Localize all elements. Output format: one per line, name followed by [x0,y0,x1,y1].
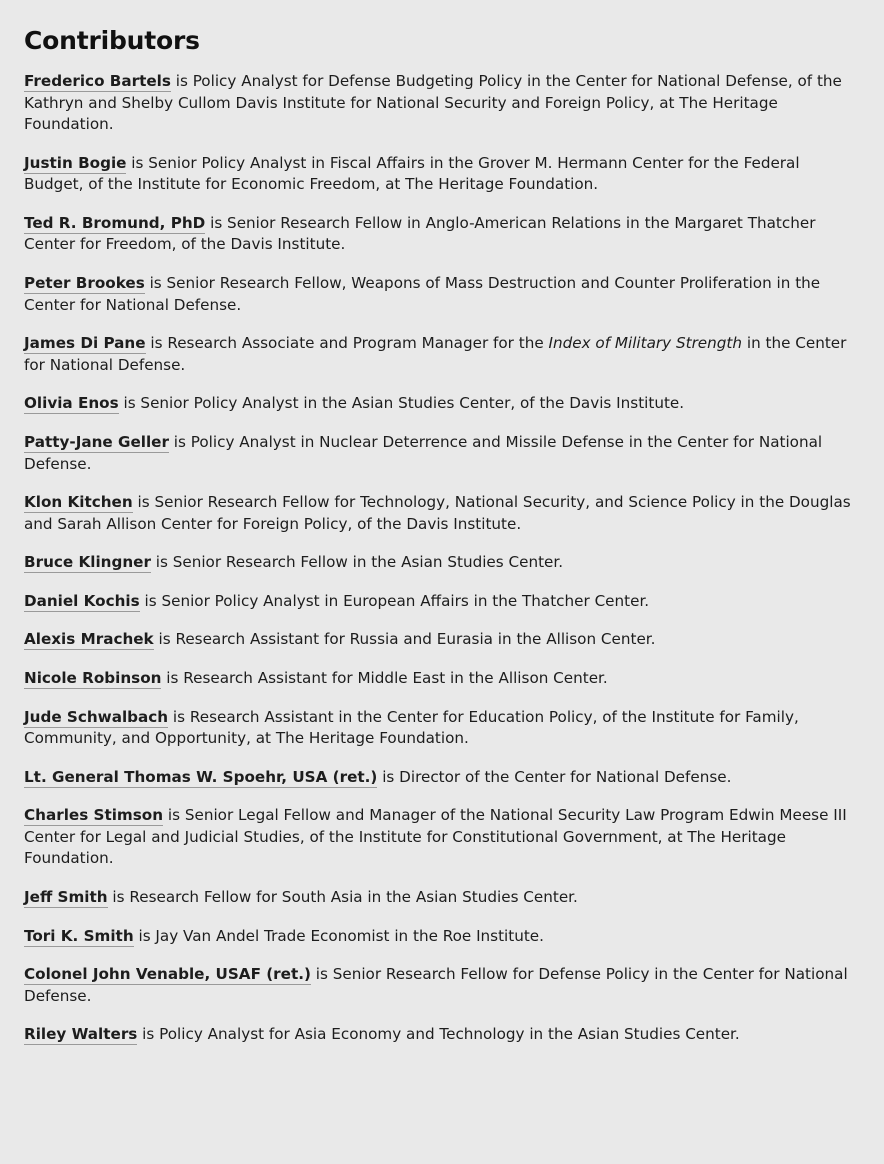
contributor-bio-cont: in the Center for National Defense. [24,334,847,374]
contributor-name: Klon Kitchen [24,493,133,512]
contributor-name: Lt. General Thomas W. Spoehr, USA (ret.) [24,767,378,786]
contributor-entry [24,333,858,376]
contributor-name: Riley Walters [24,1025,138,1044]
contributor-name: Jude Schwalbach [24,707,169,726]
contributor-bio: is Senior Research Fellow for Technology, National Security, and Science Policy in the Douglas and Sarah Allison Center for Foreign Policy, of the Davis Institute. [24,493,851,533]
contributor-bio: is Director of the Center for National Defense. [377,767,732,786]
contributor-entry [24,591,858,613]
contributor-name: Nicole Robinson [24,668,162,687]
contributor-bio: is Senior Research Fellow in Anglo-American Relations in the Margaret Thatcher Center for Freedom, of the Davis Institute. [24,213,816,254]
contributor-entry [24,213,858,256]
contributor-bio: is Senior Policy Analyst in European Affairs in the Thatcher Center. [139,591,650,610]
contributor-bio: is Senior Policy Analyst in the Asian Studies Center, of the Davis Institute. [118,394,685,413]
contributor-bio: is Policy Analyst in Nuclear Deterrence and Missile Defense in the Center for National Defense. [24,432,823,473]
contributor-bio: is Senior Legal Fellow and Manager of the National Security Law Program Edwin Meese III Center for Legal and Judicial Studies, of the Institute for Constitutional Government, at The Heritage Foundation. [24,806,847,868]
contributor-entry [24,887,858,909]
contributor-name: Alexis Mrachek [24,630,154,649]
contributor-name: Charles Stimson [24,806,164,825]
contributor-bio: is Policy Analyst for Defense Budgeting Policy in the Center for National Defense, of the Kathryn and Shelby Cullom Davis Institute for National Security and Foreign Policy, at The Heritage Foundation. [24,72,842,134]
contributor-name: Justin Bogie [24,153,127,172]
contributor-bio: is Senior Research Fellow for Defense Policy in the Center for National Defense. [24,965,848,1005]
contributor-entry [24,1024,858,1046]
contributor-entry [24,492,858,535]
contributor-bio: is Research Assistant in the Center for Education Policy, of the Institute for Family, Community, and Opportunity, at The Heritage Foundation. [24,707,799,748]
contributor-entry [24,926,858,948]
contributor-name: Bruce Klingner [24,553,151,572]
contributor-bio: is Senior Policy Analyst in Fiscal Affairs in the Grover M. Hermann Center for the Federal Budget, of the Institute for Economic Freedom, at The Heritage Foundation. [24,153,800,194]
contributor-entry [24,805,858,870]
contributor-entry [24,552,858,574]
contributor-name: Frederico Bartels [24,72,171,90]
contributor-entry [24,71,858,136]
contributor-bio: is Research Fellow for South Asia in the Asian Studies Center. [107,888,578,907]
contributor-entry [24,273,858,316]
contributor-bio: is Research Assistant for Russia and Eurasia in the Allison Center. [153,630,656,649]
contributors-list [24,71,858,1046]
contributor-name: Olivia Enos [24,394,119,413]
page-title: Contributors [24,26,200,55]
contributor-name: Ted R. Bromund, PhD [24,213,206,232]
contributor-entry [24,393,858,415]
contributor-entry [24,767,858,789]
contributor-entry [24,153,858,196]
contributor-bio-title: Index of Military Strength [548,334,743,353]
contributor-entry [24,432,858,475]
contributor-bio: is Senior Research Fellow, Weapons of Mass Destruction and Counter Proliferation in the Center for National Defense. [24,274,821,314]
contributor-name: Colonel John Venable, USAF (ret.) [24,965,311,984]
contributor-name: Peter Brookes [24,274,145,293]
contributor-entry [24,629,858,651]
contributor-name: Jeff Smith [24,888,108,907]
contributor-bio: is Research Associate and Program Manager for the [145,334,549,353]
contributor-name: James Di Pane [24,334,146,353]
contributor-entry [24,668,858,690]
contributor-name: Daniel Kochis [24,591,140,610]
contributor-entry [24,964,858,1007]
contributor-name: Patty-Jane Geller [24,432,169,451]
contributor-bio: is Policy Analyst for Asia Economy and Technology in the Asian Studies Center. [137,1025,740,1044]
contributor-bio: is Research Assistant for Middle East in the Allison Center. [161,668,608,687]
contributor-name: Tori K. Smith [24,926,134,945]
contributor-bio: is Jay Van Andel Trade Economist in the Roe Institute. [133,926,544,945]
contributor-entry [24,707,858,750]
contributor-bio: is Senior Research Fellow in the Asian Studies Center. [150,553,564,572]
